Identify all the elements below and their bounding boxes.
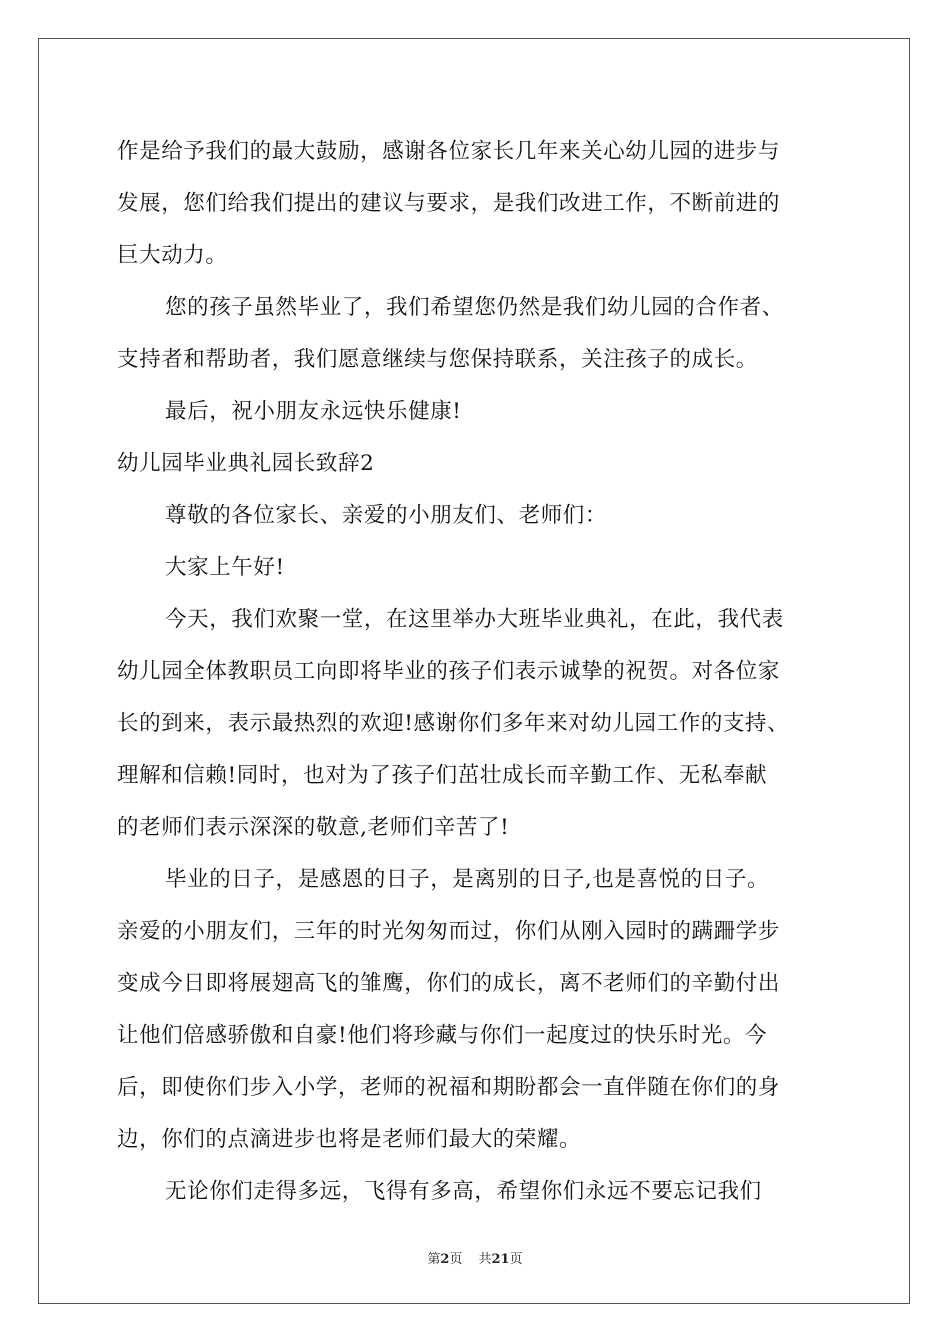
text-line: 边，你们的点滴进步也将是老师们最大的荣耀。 (117, 1127, 582, 1152)
text-line: 长的到来，表示最热烈的欢迎!感谢你们多年来对幼儿园工作的支持、 (117, 711, 790, 736)
text-line: 变成今日即将展翅高飞的雏鹰，你们的成长，离不老师们的辛勤付出 (117, 971, 781, 996)
section-heading: 幼儿园毕业典礼园长致辞2 (117, 451, 375, 476)
text-line: 支持者和帮助者，我们愿意继续与您保持联系，关注孩子的成长。 (117, 347, 758, 372)
text-line: 最后，祝小朋友永远快乐健康! (165, 399, 462, 424)
text-line: 幼儿园全体教职员工向即将毕业的孩子们表示诚挚的祝贺。对各位家 (117, 659, 781, 684)
page-number: 2 (440, 1252, 450, 1267)
text-line: 理解和信赖!同时，也对为了孩子们茁壮成长而辛勤工作、无私奉献 (117, 763, 768, 788)
total-pages: 21 (491, 1252, 510, 1267)
text-line: 巨大动力。 (117, 243, 228, 268)
text-line: 您的孩子虽然毕业了，我们希望您仍然是我们幼儿园的合作者、 (165, 295, 784, 320)
page-footer (0, 1248, 950, 1267)
document-body (117, 126, 833, 1218)
text-line: 毕业的日子，是感恩的日子，是离别的日子,也是喜悦的日子。 (165, 867, 770, 892)
text-line: 后，即使你们步入小学，老师的祝福和期盼都会一直伴随在你们的身 (117, 1075, 781, 1100)
text-line: 发展，您们给我们提出的建议与要求，是我们改进工作，不断前进的 (117, 191, 781, 216)
text-line: 今天，我们欢聚一堂，在这里举办大班毕业典礼，在此，我代表 (165, 607, 784, 632)
text-line: 亲爱的小朋友们，三年的时光匆匆而过，你们从刚入园时的蹒跚学步 (117, 919, 781, 944)
text-line: 无论你们走得多远，飞得有多高，希望你们永远不要忘记我们 (165, 1179, 762, 1204)
text-line: 的老师们表示深深的敬意,老师们辛苦了! (117, 815, 510, 840)
total-suffix: 页 (509, 1252, 523, 1267)
page-prefix: 第 (427, 1252, 441, 1267)
text-line: 作是给予我们的最大鼓励，感谢各位家长几年来关心幼儿园的进步与 (117, 139, 781, 164)
text-line: 大家上午好! (165, 555, 285, 580)
page-suffix: 页 (449, 1252, 463, 1267)
text-line: 尊敬的各位家长、亲爱的小朋友们、老师们： (165, 503, 608, 528)
text-line: 让他们倍感骄傲和自豪!他们将珍藏与你们一起度过的快乐时光。今 (117, 1023, 768, 1048)
total-prefix: 共 (478, 1252, 492, 1267)
